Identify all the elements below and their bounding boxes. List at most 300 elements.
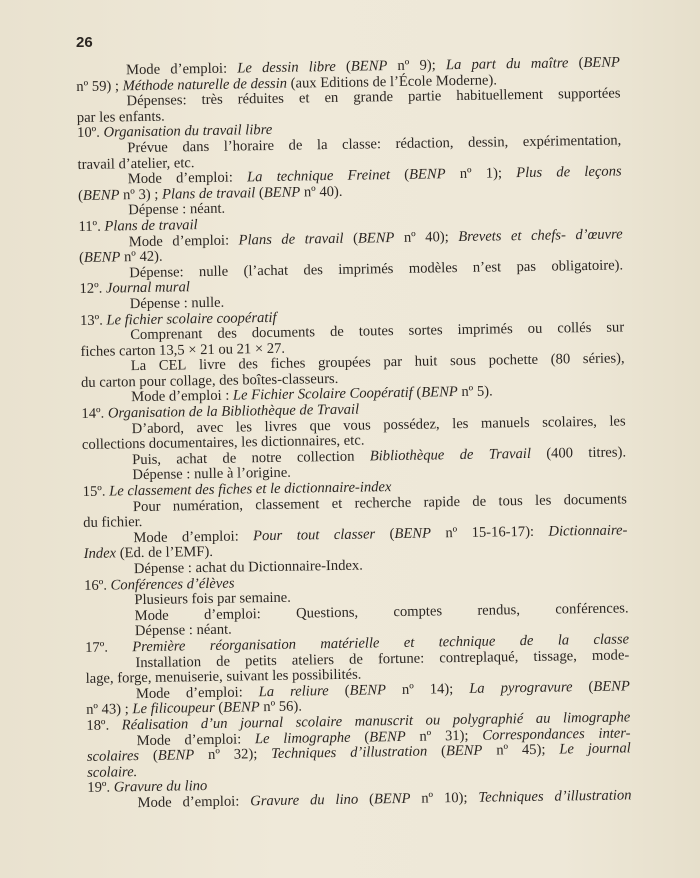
text-word: BENP: [373, 790, 411, 808]
text-word: 45): [521, 741, 542, 759]
text-word: d’emploi: [182, 793, 236, 811]
text-word: [444, 791, 468, 807]
text-word: d’emploi: [181, 528, 235, 546]
text-word: (: [404, 166, 410, 184]
text-word: fiches: [270, 355, 306, 373]
text-word: Dictionnaire-: [548, 522, 628, 540]
text-word: rédaction,: [395, 135, 454, 152]
roman-text: (: [255, 184, 264, 201]
text-word: et: [331, 495, 343, 512]
text-word: achat: [176, 450, 208, 468]
roman-text: nº 59) ;: [76, 77, 123, 95]
text-word: :: [224, 232, 230, 249]
text-word: nº: [445, 524, 458, 542]
text-word: ateliers: [291, 651, 335, 669]
roman-text: nº 5).: [457, 383, 493, 401]
text-word: La: [258, 683, 275, 700]
text-word: d’emploi: [170, 60, 224, 78]
show-through-text: [618, 60, 700, 820]
text-word: Plans: [238, 231, 272, 248]
text-word: recherche: [354, 494, 412, 512]
text-word: La: [130, 358, 147, 375]
text-word: Mode: [125, 61, 161, 79]
text-word: de: [222, 450, 237, 467]
italic-text: BENP: [263, 184, 301, 201]
roman-text: (: [412, 385, 422, 402]
text-word: de: [556, 164, 571, 181]
text-word: :: [376, 136, 382, 153]
roman-text: nº 42).: [120, 248, 163, 266]
text-word: ;: [463, 789, 468, 806]
roman-text: 15º.: [82, 483, 110, 500]
text-word: [578, 55, 620, 71]
text-word: nº: [397, 57, 410, 74]
roman-text: (: [77, 187, 84, 204]
text-word: (: [368, 791, 375, 808]
italic-text: Le fichier scolaire coopératif: [106, 309, 277, 329]
text-word: 31): [444, 727, 465, 744]
text-word: 40): [425, 228, 445, 246]
text-word: [182, 794, 239, 810]
text-word: obligatoire).: [551, 257, 624, 275]
roman-text: fiches carton 13,5 × 21 ou 21 × 27.: [80, 340, 286, 360]
text-word: dans: [182, 138, 210, 156]
text-word: Pour: [252, 527, 283, 545]
roman-text: 11º.: [78, 218, 105, 235]
text-word: [425, 230, 449, 246]
text-word: en: [324, 90, 339, 107]
text-word: contreplaqué,: [439, 648, 519, 666]
italic-text: Index: [83, 545, 117, 563]
text-word: pochette: [488, 352, 539, 369]
text-word: Mode: [134, 607, 169, 624]
text-word: de: [329, 323, 344, 341]
text-word: ;: [464, 727, 469, 744]
text-word: Pour: [132, 498, 161, 515]
text-word: :: [238, 684, 243, 701]
text-word: des: [238, 356, 259, 373]
text-word: imprimés: [457, 321, 513, 339]
roman-text: 19º.: [87, 779, 114, 797]
text-word: au: [535, 710, 551, 727]
text-word: par: [383, 354, 403, 371]
italic-text: BENP: [82, 187, 120, 204]
text-word: de: [348, 651, 364, 668]
text-word: Mode: [136, 732, 171, 749]
text-word: [472, 525, 535, 542]
text-word: ;: [449, 680, 454, 697]
text-word: Réalisation: [121, 716, 189, 734]
text-word: Questions,: [295, 604, 359, 622]
text-word: livre: [198, 356, 226, 374]
text-word: les: [452, 415, 469, 432]
italic-text: Le Fichier Scolaire Coopératif: [232, 385, 413, 405]
text-word: possédez,: [383, 415, 440, 433]
text-word: journal: [587, 740, 631, 758]
roman-text: du fichier.: [83, 514, 143, 532]
text-word: et: [403, 634, 415, 651]
text-word: CEL: [158, 357, 187, 375]
text-word: BENP: [445, 742, 483, 760]
text-word: de: [281, 231, 296, 248]
text-word: vous: [343, 417, 371, 434]
text-word: numération,: [172, 497, 244, 515]
text-word: d’un: [200, 715, 228, 733]
text-word: [486, 166, 502, 182]
text-word: de: [459, 446, 474, 463]
italic-text: BENP: [83, 249, 121, 267]
roman-text: nº 3) ;: [119, 186, 163, 204]
text-word: de: [472, 493, 487, 510]
text-word: BENP: [408, 166, 446, 183]
text-word: [172, 233, 229, 249]
text-word: 15-16-17): [471, 523, 531, 541]
text-word: d’illustration: [350, 743, 428, 761]
text-word: matérielle: [320, 635, 380, 653]
text-word: limographe: [283, 729, 351, 747]
text-word: collés: [557, 320, 592, 337]
text-word: du: [505, 56, 521, 73]
text-word: (l’achat: [243, 262, 289, 280]
text-word: livres: [264, 418, 298, 435]
text-word: Première: [132, 638, 186, 656]
text-word: supportées: [557, 85, 621, 103]
text-word: des: [217, 325, 237, 342]
text-word: documents: [563, 491, 627, 509]
roman-text: du carton pour collage, des boîtes-classeurs.: [80, 370, 339, 391]
text-word: Comprenant: [130, 326, 203, 344]
text-word: d’emploi: [172, 232, 226, 250]
text-word: :: [228, 169, 233, 186]
text-word: imprimés: [338, 260, 394, 278]
text-word: nº: [403, 229, 416, 246]
text-word: limographe: [562, 709, 631, 727]
text-word: [389, 526, 431, 542]
roman-text: nº 40).: [300, 183, 343, 201]
text-word: ;: [444, 228, 449, 245]
italic-text: Méthode naturelle de dessin: [122, 75, 288, 94]
text-word: travail: [304, 230, 344, 247]
roman-text: collections documentaires, les dictionnaires, etc.: [81, 432, 365, 454]
text-word: [342, 137, 381, 153]
text-word: journal: [239, 714, 284, 732]
text-word: Techniques: [478, 788, 544, 806]
roman-text: 12º.: [79, 280, 107, 298]
text-word: mode-: [591, 646, 630, 664]
text-word: ou: [527, 320, 543, 338]
roman-text: nº 56).: [259, 698, 303, 716]
text-word: rendus,: [477, 601, 521, 619]
text-word: scolaires,: [542, 413, 597, 431]
text-word: scolaires: [86, 748, 140, 766]
text-word: sur: [606, 319, 625, 336]
text-word: :: [222, 60, 228, 77]
text-word: [234, 747, 258, 763]
text-word: 18º.: [86, 717, 110, 734]
text-word: [353, 231, 395, 247]
text-word: (: [578, 55, 584, 72]
roman-text: (: [78, 250, 85, 267]
text-word: titres).: [588, 444, 627, 461]
text-word: polygraphié: [452, 710, 524, 729]
text-word: D’abord,: [131, 420, 185, 437]
roman-text: par les enfants.: [76, 108, 165, 126]
text-word: technique: [438, 633, 496, 651]
text-word: manuscrit: [354, 712, 414, 730]
roman-text: 10º.: [76, 124, 104, 142]
text-word: partie: [407, 88, 442, 105]
text-word: dessin,: [467, 134, 509, 151]
text-word: nº: [401, 681, 414, 698]
text-word: les: [235, 418, 253, 436]
text-word: [430, 682, 454, 698]
italic-text: Plans de travail: [161, 184, 256, 203]
roman-text: Dépense : nulle.: [129, 294, 225, 313]
italic-text: Le filicoupeur: [132, 700, 215, 718]
text-word: (: [588, 678, 594, 695]
text-word: BENP: [583, 54, 621, 72]
roman-text: Dépense : nulle à l’origine.: [132, 465, 292, 484]
roman-text: 16º.: [84, 577, 111, 594]
text-word: groupées: [317, 354, 371, 372]
text-word: Correspondances: [482, 725, 585, 744]
text-word: que: [309, 417, 331, 435]
text-word: nº: [207, 746, 221, 764]
roman-text: 13º.: [79, 312, 107, 329]
text-word: lino: [335, 791, 359, 808]
text-word: d’illustration: [554, 787, 632, 805]
text-word: technique: [276, 168, 334, 186]
text-word: classement: [255, 495, 320, 513]
text-word: très: [201, 91, 223, 109]
text-word: [182, 529, 239, 545]
roman-text: Dépense : néant.: [128, 201, 226, 219]
text-word: [588, 679, 630, 695]
text-word: nº: [419, 728, 432, 745]
text-word: réduites: [237, 90, 285, 108]
text-word: d’emploi: [184, 731, 238, 748]
text-word: :: [235, 793, 240, 810]
text-word: grande: [353, 89, 394, 106]
italic-text: BENP: [421, 384, 458, 402]
text-word: scolaire: [295, 713, 343, 731]
text-word: d’emploi: [185, 684, 239, 702]
roman-text: 14º.: [81, 405, 109, 423]
text-word: ;: [541, 741, 546, 758]
text-word: libre: [308, 58, 336, 76]
text-word: les: [534, 492, 552, 509]
text-word: dessin: [261, 59, 299, 77]
text-word: tout: [296, 527, 320, 544]
text-word: comptes: [393, 603, 443, 620]
text-word: [345, 683, 387, 699]
italic-text: Le classement des fiches et le dictionnaire-index: [109, 479, 392, 500]
text-word: Le: [237, 60, 253, 77]
text-word: nulle: [198, 263, 229, 280]
text-word: :: [182, 92, 187, 109]
text-word: sortes: [408, 322, 443, 339]
text-word: Mode: [128, 233, 163, 250]
text-word: chefs-: [530, 226, 566, 244]
roman-text: Dépense : achat du Dictionnaire-Index.: [133, 557, 363, 578]
text-word: (: [345, 58, 351, 75]
italic-text: BENP: [223, 699, 260, 717]
text-word: [378, 651, 424, 667]
text-word: habituellement: [456, 86, 544, 105]
italic-text: scolaire.: [87, 763, 138, 781]
text-word: et: [298, 90, 310, 107]
text-word: toutes: [358, 323, 394, 340]
roman-text: Mode d’emploi :: [131, 388, 234, 406]
text-word: [346, 59, 388, 75]
text-word: Freinet: [347, 167, 391, 184]
text-word: [404, 167, 446, 183]
text-word: de: [216, 653, 231, 670]
text-word: BENP: [157, 747, 195, 764]
text-word: Installation: [135, 653, 202, 671]
text-word: 17º.: [85, 639, 109, 656]
text-word: Brevets: [458, 227, 502, 245]
text-word: [153, 748, 195, 764]
text-word: classe: [593, 631, 630, 648]
text-word: (: [389, 525, 395, 542]
text-word: rapide: [423, 493, 461, 511]
text-word: BENP: [357, 229, 395, 247]
text-word: d’emploi: [175, 169, 229, 187]
text-word: ou: [425, 712, 441, 729]
text-word: Gravure: [250, 792, 300, 810]
text-word: 14): [429, 680, 450, 698]
text-word: (: [364, 729, 370, 746]
roman-text: Plusieurs fois par semaine.: [134, 589, 291, 609]
text-word: BENP: [593, 678, 630, 695]
text-word: BENP: [349, 681, 387, 699]
italic-text: Conférences d’élèves: [110, 575, 235, 594]
italic-text: Organisation du travail libre: [103, 122, 273, 141]
text-word: [204, 607, 261, 623]
roman-text: Dépense : néant.: [134, 621, 232, 640]
text-word: manuels: [480, 414, 530, 432]
italic-text: Gravure du lino: [113, 778, 208, 796]
text-word: tous: [498, 492, 523, 510]
text-word: de: [288, 137, 303, 154]
text-word: de: [519, 632, 534, 650]
text-word: (: [344, 682, 350, 699]
text-word: tissage,: [533, 647, 577, 665]
text-word: Le: [254, 730, 270, 747]
text-word: maître: [530, 55, 569, 72]
text-word: [522, 743, 546, 759]
roman-text: (aux Editions de l’École Moderne).: [286, 71, 498, 92]
text-word: BENP: [369, 728, 406, 746]
text-word: 9): [419, 57, 432, 74]
text-word: nº: [459, 165, 472, 183]
text-word: :: [234, 528, 239, 545]
text-word: (: [440, 743, 447, 760]
text-word: modèles: [408, 259, 458, 277]
text-word: Dépenses: [126, 92, 183, 110]
text-word: Mode: [127, 170, 163, 188]
text-word: BENP: [350, 58, 388, 75]
text-word: [441, 744, 483, 760]
text-word: petits: [244, 652, 277, 669]
text-word: (80: [550, 351, 571, 368]
text-word: 10): [443, 789, 464, 807]
text-word: fortune: [377, 650, 421, 667]
text-word: huit: [414, 353, 438, 370]
text-word: [445, 728, 469, 744]
text-word: pas: [516, 258, 537, 275]
text-word: les: [609, 413, 626, 430]
text-word: avec: [196, 419, 224, 436]
page-body-text: [76, 55, 632, 812]
text-word: conférences.: [555, 600, 629, 618]
text-word: reliure: [289, 682, 329, 700]
text-word: sous: [449, 353, 477, 370]
page-number: 26: [76, 34, 93, 51]
text-word: :: [179, 264, 184, 281]
text-word: documents: [251, 324, 316, 342]
text-word: Mode: [135, 685, 171, 702]
text-word: leçons: [584, 163, 622, 181]
italic-text: Plans de travail: [104, 217, 198, 235]
text-word: Mode: [137, 794, 172, 812]
text-word: Travail: [488, 445, 532, 463]
text-word: ;: [431, 57, 436, 74]
text-word: réorganisation: [209, 636, 297, 654]
text-word: du: [309, 792, 325, 809]
roman-text: lage, forge, menuiserie, suivant les possibilités.: [85, 666, 362, 688]
text-word: nº: [496, 742, 509, 759]
text-word: ;: [497, 165, 503, 182]
text-word: La: [445, 56, 462, 74]
text-word: 1): [485, 165, 499, 182]
roman-text: nº 43) ;: [86, 701, 133, 719]
text-word: expérimentation,: [522, 132, 622, 150]
roman-text: (Ed. de l’EMF).: [115, 544, 214, 562]
text-word: BENP: [394, 525, 432, 542]
text-word: et: [510, 227, 522, 244]
text-word: classer: [333, 526, 376, 543]
text-word: notre: [251, 449, 282, 467]
text-word: séries),: [582, 350, 625, 368]
text-word: [369, 792, 411, 808]
text-word: l’horaire: [223, 137, 275, 155]
text-word: [170, 62, 227, 78]
text-word: 32): [233, 746, 254, 763]
text-word: des: [303, 261, 324, 279]
text-word: Prévue: [127, 139, 168, 157]
roman-text: travail d’atelier, etc.: [77, 154, 195, 173]
text-word: :: [256, 605, 261, 623]
text-word: (: [352, 230, 359, 247]
text-word: Bibliothèque: [369, 447, 445, 465]
roman-text: (: [214, 700, 224, 717]
text-word: (400: [546, 445, 574, 462]
text-word: pyrogravure: [500, 679, 573, 697]
text-word: :: [529, 523, 535, 540]
text-word: La: [246, 169, 263, 186]
text-word: Mode: [133, 529, 168, 546]
text-word: d’œuvre: [575, 225, 623, 243]
text-word: part: [471, 56, 496, 73]
text-word: Dépense: [129, 264, 180, 281]
text-word: [419, 58, 435, 74]
text-word: Plus: [516, 164, 543, 182]
text-word: La: [469, 680, 485, 697]
text-word: :: [237, 731, 242, 748]
text-word: la: [557, 632, 570, 649]
